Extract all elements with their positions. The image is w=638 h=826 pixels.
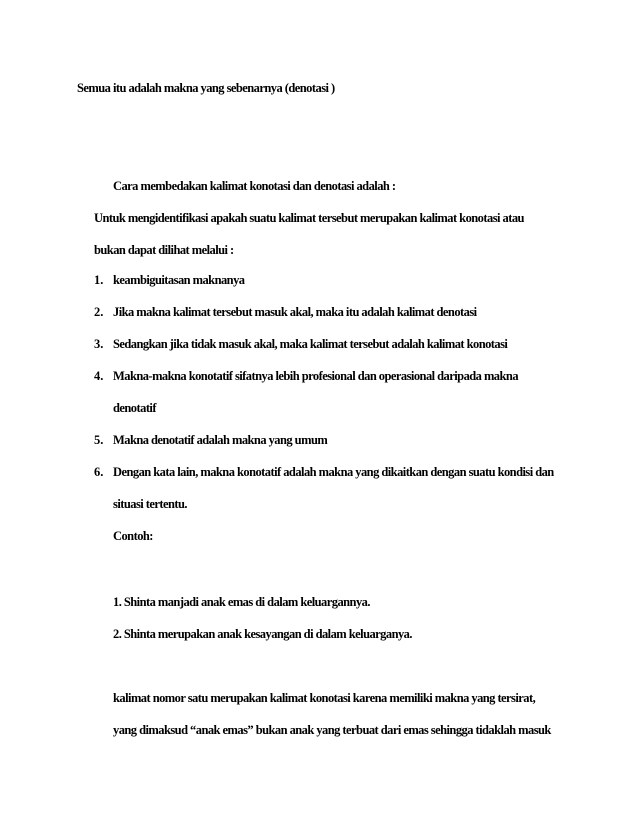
explanation-line-1: kalimat nomor satu merupakan kalimat konotasi karena memiliki makna yang tersirat, (113, 691, 536, 705)
list-item-number: 6. (94, 465, 104, 479)
intro-text: Semua itu adalah makna yang sebenarnya (denotasi ) (77, 81, 335, 95)
list-item-continuation: situasi tertentu. (113, 497, 187, 511)
list-item: Dengan kata lain, makna konotatif adalah makna yang dikaitkan dengan suatu kondisi dan (113, 465, 554, 479)
list-item-number: 3. (94, 337, 104, 351)
list-item: Sedangkan jika tidak masuk akal, maka kalimat tersebut adalah kalimat konotasi (113, 337, 508, 351)
list-item: Makna denotatif adalah makna yang umum (113, 433, 328, 447)
example-sentence: 1. Shinta manjadi anak emas di dalam keluargannya. (113, 595, 370, 609)
section-heading: Cara membedakan kalimat konotasi dan denotasi adalah : (113, 179, 396, 193)
list-item: Makna-makna konotatif sifatnya lebih profesional dan operasional daripada makna (113, 369, 519, 383)
list-item-number: 2. (94, 305, 104, 319)
list-item-number: 4. (94, 369, 104, 383)
list-item-number: 5. (94, 433, 104, 447)
lead-line-2: bukan dapat dilihat melalui : (94, 243, 234, 257)
explanation-line-2: yang dimaksud “anak emas” bukan anak yang terbuat dari emas sehingga tidaklah masuk (113, 723, 551, 737)
lead-line-1: Untuk mengidentifikasi apakah suatu kalimat tersebut merupakan kalimat konotasi atau (94, 211, 524, 225)
list-item-continuation: denotatif (113, 401, 156, 415)
list-item-number: 1. (94, 273, 104, 287)
example-sentence: 2. Shinta merupakan anak kesayangan di dalam keluarganya. (113, 627, 412, 641)
list-item: keambiguitasan maknanya (113, 273, 245, 287)
list-item: Jika makna kalimat tersebut masuk akal, maka itu adalah kalimat denotasi (113, 305, 477, 319)
example-label: Contoh: (113, 529, 153, 543)
